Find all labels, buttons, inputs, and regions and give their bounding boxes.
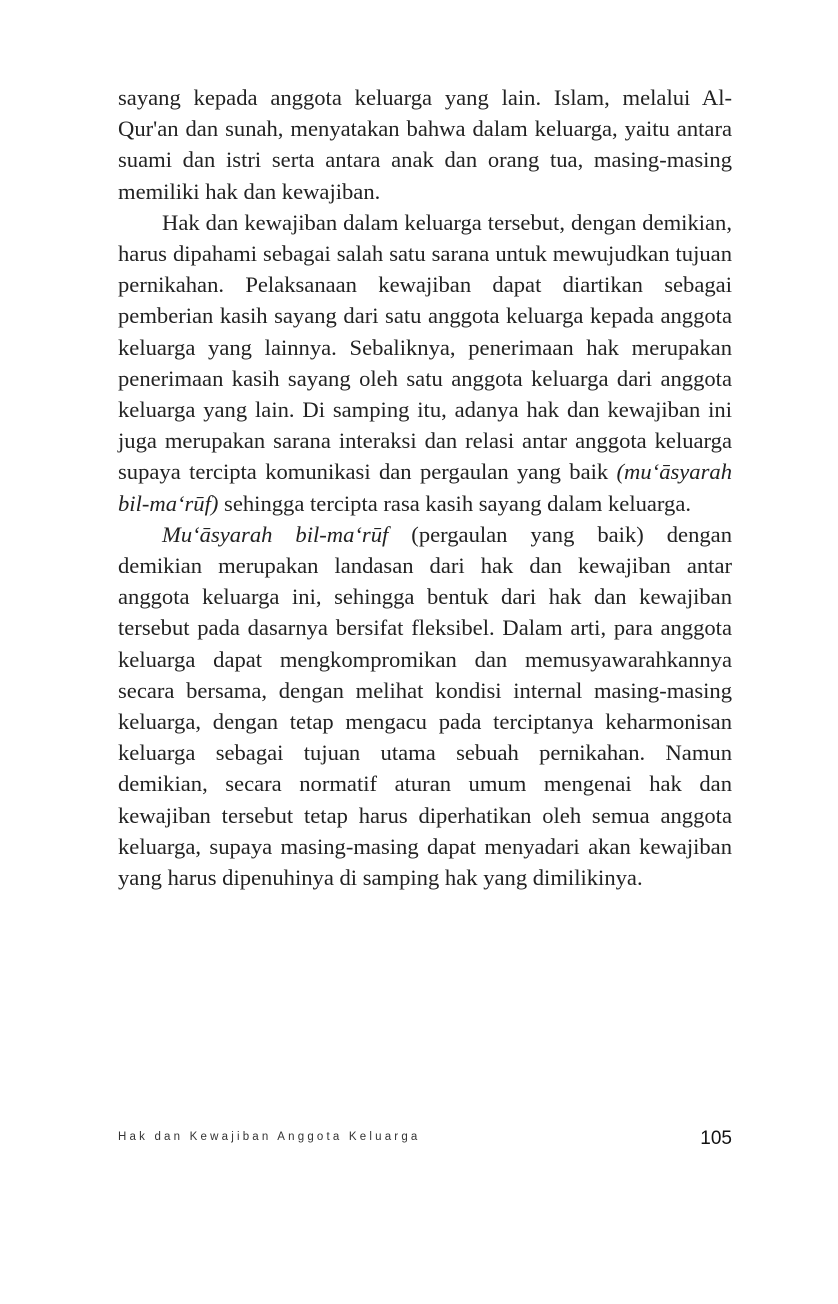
page-body bbox=[118, 82, 732, 893]
paragraph-3 bbox=[118, 519, 732, 893]
running-title: Hak dan Kewajiban Anggota Keluarga bbox=[118, 1131, 421, 1143]
paragraph-3-text-after: (pergaulan yang baik) dengan demikian merupakan landasan dari hak dan kewajiban antar anggota keluarga ini, sehingga bentuk dari hak dan kewajiban tersebut pada dasarnya bersifat fleksibel. Dalam arti, para anggota keluarga dapat mengkompromikan dan memusyawarahkannya secara bersama, dengan melihat kondisi internal masing-masing keluarga, dengan tetap mengacu pada terciptanya keharmonisan keluarga sebagai tujuan utama sebuah pernikahan. Namun demikian, secara normatif aturan umum mengenai hak dan kewajiban tersebut tetap harus diperhatikan oleh semua anggota keluarga, supaya masing-masing dapat menyadari akan kewajiban yang harus dipenuhinya di samping hak yang dimilikinya. bbox=[118, 521, 732, 891]
page-footer bbox=[118, 1128, 732, 1156]
paragraph-2-text-before: Hak dan kewajiban dalam keluarga tersebut, dengan demikian, harus dipahami sebagai salah satu sarana untuk mewujudkan tujuan pernikahan. Pelaksanaan kewajiban dapat diartikan sebagai pemberian kasih sayang dari satu anggota keluarga kepada anggota keluarga yang lainnya. Sebaliknya, penerimaan hak merupakan penerimaan kasih sayang oleh satu anggota keluarga dari anggota keluarga yang lain. Di samping itu, adanya hak dan kewajiban ini juga merupakan sarana interaksi dan relasi antar anggota keluarga supaya tercipta komunikasi dan pergaulan yang baik bbox=[118, 209, 732, 485]
page-number: 105 bbox=[700, 1128, 732, 1149]
paragraph-3-italic-term: Mu‘āsyarah bil-ma‘rūf bbox=[162, 521, 389, 547]
paragraph-2-text-after: sehingga tercipta rasa kasih sayang dalam keluarga. bbox=[218, 490, 692, 516]
paragraph-2 bbox=[118, 207, 732, 519]
paragraph-1 bbox=[118, 82, 732, 207]
paragraph-2-italic-term: (mu‘āsyarah bil-ma‘rūf) bbox=[118, 459, 732, 516]
paragraph-1-text: sayang kepada anggota keluarga yang lain. Islam, melalui Al-Qur'an dan sunah, menyatakan bahwa dalam keluarga, yaitu antara suami dan istri serta antara anak dan orang tua, masing-masing memiliki hak dan kewajiban. bbox=[118, 85, 732, 204]
